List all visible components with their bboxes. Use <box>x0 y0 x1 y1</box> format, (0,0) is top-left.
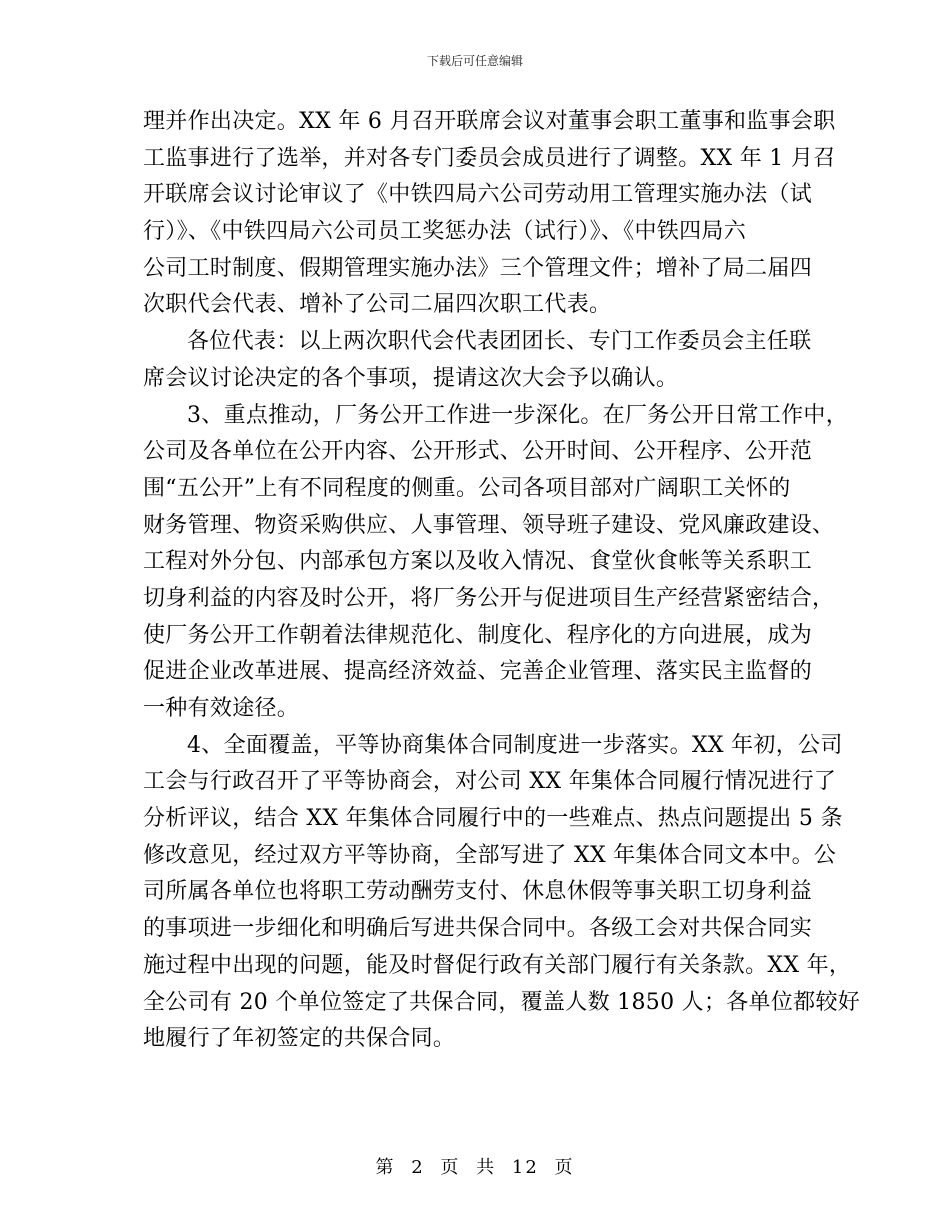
text-line: 切身利益的内容及时公开，将厂务公开与促进项目生产经营紧密结合， <box>143 585 835 611</box>
text-line: 司所属各单位也将职工劳动酬劳支付、休息休假等事关职工切身利益 <box>143 879 813 905</box>
text-line: 工监事进行了选举，并对各专门委员会成员进行了调整。XX 年 1 月召 <box>143 145 836 171</box>
text-line: 理并作出决定。XX 年 6 月召开联席会议对董事会职工董事和监事会职 <box>143 109 836 134</box>
footer-ye: 页 <box>440 1157 461 1178</box>
text-line: 一种有效途径。 <box>143 696 300 721</box>
footer-current-page: 2 <box>411 1157 425 1178</box>
text-line: 公司工时制度、假期管理实施办法》三个管理文件；增补了局二届四 <box>143 255 813 281</box>
text-line: 财务管理、物资采购供应、人事管理、领导班子建设、党风廉政建设、 <box>143 512 835 538</box>
document-body <box>143 104 861 1058</box>
text-line: 工会与行政召开了平等协商会，对公司 XX 年集体合同履行情况进行了 <box>143 769 837 795</box>
footer-di: 第 <box>375 1157 396 1178</box>
text-line: 使厂务公开工作朝着法律规范化、制度化、程序化的方向进展，成为 <box>143 622 813 648</box>
text-line: 行）》、《中铁四局六公司员工奖惩办法（试行）》、《中铁四局六 <box>143 219 747 245</box>
text-line: 工程对外分包、内部承包方案以及收入情况、食堂伙食帐等关系职工 <box>143 549 813 575</box>
text-line: 席会议讨论决定的各个事项，提请这次大会予以确认。 <box>143 365 679 391</box>
text-line: 促进企业改革进展、提高经济效益、完善企业管理、落实民主监督的 <box>143 659 813 685</box>
text-line: 次职代会代表、增补了公司二届四次职工代表。 <box>143 292 612 318</box>
page-footer <box>0 1153 950 1179</box>
text-line: 分析评议，结合 XX 年集体合同履行中的一些难点、热点问题提出 5 条 <box>143 806 843 832</box>
text-line: 修改意见，经过双方平等协商，全部写进了 XX 年集体合同文本中。公 <box>143 842 837 868</box>
footer-ye-end: 页 <box>554 1157 575 1178</box>
text-line: 施过程中出现的问题，能及时督促行政有关部门履行有关条款。XX 年， <box>143 952 852 978</box>
text-line: 围“五公开”上有不同程度的侧重。公司各项目部对广阔职工关怀的 <box>143 475 791 501</box>
footer-total-pages: 12 <box>511 1157 539 1178</box>
text-line: 的事项进一步细化和明确后写进共保合同中。各级工会对共保合同实 <box>143 916 813 942</box>
text-line: 开联席会议讨论审议了《中铁四局六公司劳动用工管理实施办法（试 <box>143 182 813 208</box>
footer-gong: 共 <box>476 1157 497 1178</box>
text-line: 4、全面覆盖，平等协商集体合同制度进一步落实。XX 年初，公司 <box>187 732 843 758</box>
text-line: 全公司有 20 个单位签定了共保合同，覆盖人数 1850 人；各单位都较好 <box>143 989 861 1015</box>
text-line: 地履行了年初签定的共保合同。 <box>143 1026 456 1052</box>
text-line: 公司及各单位在公开内容、公开形式、公开时间、公开程序、公开范 <box>143 439 813 465</box>
page-header: 下载后可任意编辑 <box>426 54 523 68</box>
text-line: 3、重点推动，厂务公开工作进一步深化。在厂务公开日常工作中， <box>187 402 848 428</box>
text-line: 各位代表：以上两次职代会代表团团长、专门工作委员会主任联 <box>187 329 812 355</box>
